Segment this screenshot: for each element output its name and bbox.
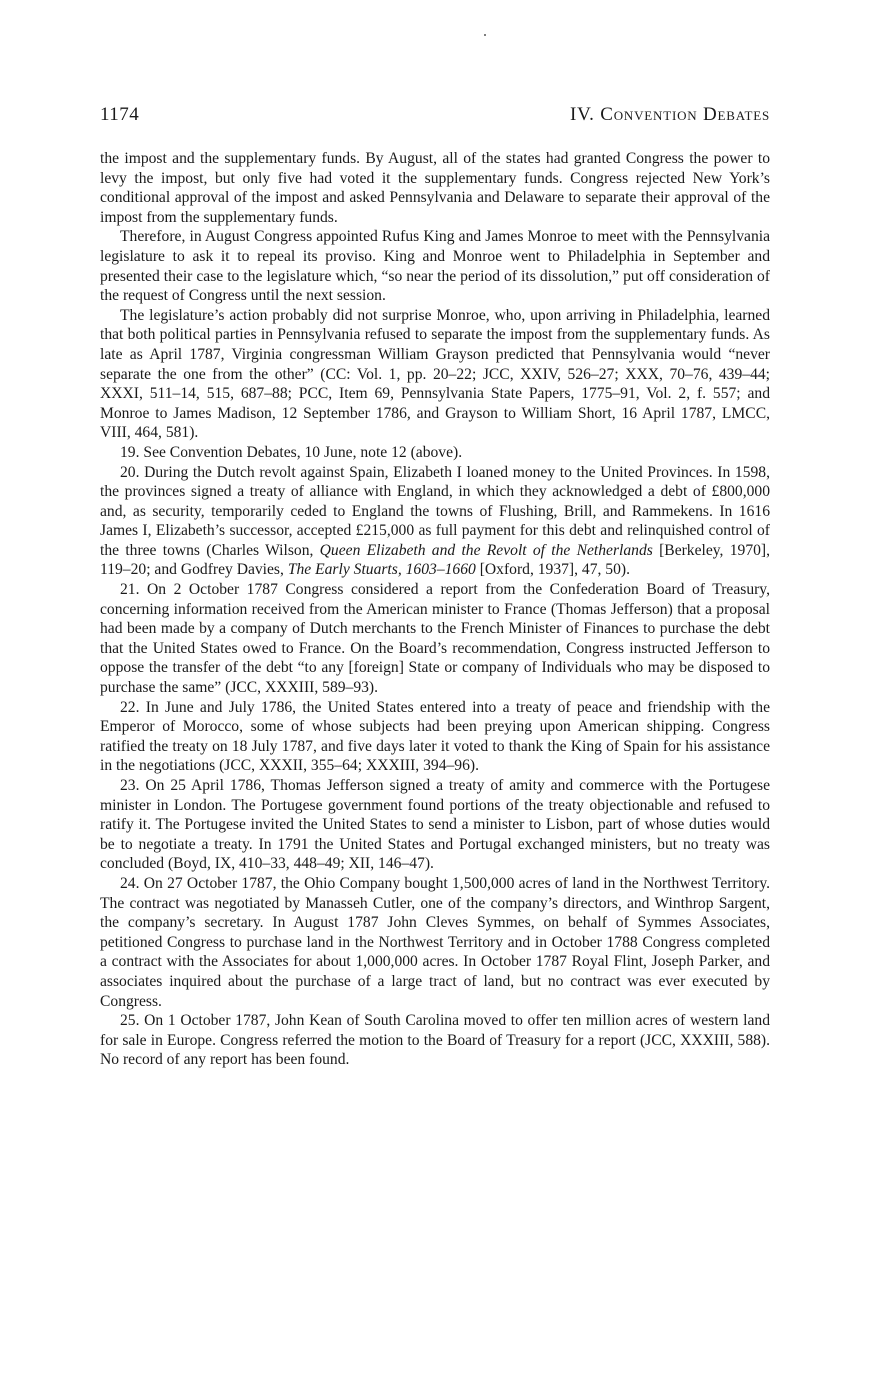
text-run: 19. See Convention Debates, 10 June, note 12 (above). — [120, 443, 463, 461]
document-page — [100, 104, 770, 1070]
footnote-20 — [100, 463, 770, 581]
italic-title: The Early Stuarts, 1603–1660 — [287, 561, 476, 579]
section-title: IV. Convention Debates — [569, 104, 770, 125]
text-run: Therefore, in August Congress appointed Rufus King and James Monroe to meet with the Pennsylvania legislature to ask it to repeal its proviso. King and Monroe went to Philadelphia in September and presented their case to the legislature which, “so near the period of its dissolution,” put off consideration of the request of Congress until the next session. — [100, 228, 770, 305]
footnote-24 — [100, 874, 770, 1011]
text-run: 22. In June and July 1786, the United States entered into a treaty of peace and friendship with the Emperor of Morocco, some of whose subjects had been preying upon American shipping. Congress ratified the treaty on 18 July 1787, and five days later it voted to thank the King of Spain for his assistance in the negotiations (JCC, XXXII, 355–64; XXXIII, 394–96). — [100, 698, 770, 775]
text-run: The legislature’s action probably did not surprise Monroe, who, upon arriving in Philadelphia, learned that both political parties in Pennsylvania refused to separate the impost from the supplementary funds. As late as April 1787, Virginia congressman William Grayson predicted that Pennsylvania would “never separate the one from the other” (CC: Vol. 1, pp. 20–22; JCC, XXIV, 526–27; XXX, 70–76, 439–44; XXXI, 511–14, 515, 687–88; PCC, Item 69, Pennsylvania State Papers, 1775–91, Vol. 2, f. 557; and Monroe to James Madison, 12 September 1786, and Grayson to William Short, 16 April 1787, LMCC, VIII, 464, 581). — [100, 306, 770, 442]
page-number: 1174 — [100, 104, 140, 125]
text-run: the impost and the supplementary funds. By August, all of the states had granted Congress the power to levy the impost, but only five had voted it the supplementary funds. Congress rejected New York’s conditional approval of the impost and asked Pennsylvania and Delaware to separate their approval of the impost from the supplementary funds. — [100, 150, 770, 226]
footnote-22 — [100, 698, 770, 776]
footnote-23 — [100, 776, 770, 874]
text-run: 20. During the Dutch revolt against Spain, Elizabeth I loaned money to the United Provinces. In 1598, the provinces signed a treaty of alliance with England, in which they acknowledged a debt of £800,000 and, as security, temporarily ceded to England the towns of Flushing, Brill, and Rammekens. In 1616 James I, Elizabeth’s successor, accepted £215,000 as full payment for this debt and relinquished control of the three towns (Charles Wilson, — [100, 463, 770, 559]
text-run: 24. On 27 October 1787, the Ohio Company bought 1,500,000 acres of land in the Northwest Territory. The contract was negotiated by Manasseh Cutler, one of the company’s directors, and Winthrop Sargent, the company’s secretary. In August 1787 John Cleves Symmes, on behalf of Symmes Associates, petitioned Congress to purchase land in the Northwest Territory and in October 1788 Congress completed a contract with the Associates for about 1,000,000 acres. In October 1787 Royal Flint, Joseph Parker, and associates inquired about the purchase of a large tract of land, but no contract was ever executed by Congress. — [100, 874, 770, 1010]
italic-title: Queen Elizabeth and the Revolt of the Netherlands — [319, 541, 653, 559]
footnote-21 — [100, 580, 770, 698]
text-run: 25. On 1 October 1787, John Kean of South Carolina moved to offer ten million acres of western land for sale in Europe. Congress referred the motion to the Board of Treasury for a report (JCC, XXXIII, 588). No record of any report has been found. — [100, 1012, 770, 1069]
paragraph-therefore — [100, 227, 770, 305]
body-text — [100, 149, 770, 1070]
running-head — [100, 104, 770, 126]
text-run: [Berkeley, 1970], 119–20; and Godfrey Davies, — [100, 541, 771, 579]
text-run: 23. On 25 April 1786, Thomas Jefferson signed a treaty of amity and commerce with the Portugese minister in London. The Portugese government found portions of the treaty objectionable and refused to ratify it. The Portugese invited the United States to send a minister to Lisbon, part of whose duties would be to negotiate a treaty. In 1791 the United States and Portugal exchanged ministers, but no treaty was concluded (Boyd, IX, 410–33, 448–49; XII, 146–47). — [100, 777, 770, 873]
footnote-25 — [100, 1011, 770, 1070]
scan-speck — [484, 34, 486, 36]
text-run: [Oxford, 1937], 47, 50). — [475, 561, 630, 579]
paragraph-legislature-action — [100, 306, 770, 443]
footnote-19 — [100, 443, 770, 463]
text-run: 21. On 2 October 1787 Congress considered a report from the Confederation Board of Treasury, concerning information received from the American minister to France (Thomas Jefferson) that a proposal had been made by a company of Dutch merchants to the French Minister of Finances to purchase the debt that the United States owed to France. On the Board’s recommendation, Congress instructed Jefferson to oppose the transfer of the debt “to any [foreign] State or company of Individuals who may be disposed to purchase the same” (JCC, XXXIII, 589–93). — [100, 581, 770, 697]
paragraph-continuation — [100, 149, 770, 227]
